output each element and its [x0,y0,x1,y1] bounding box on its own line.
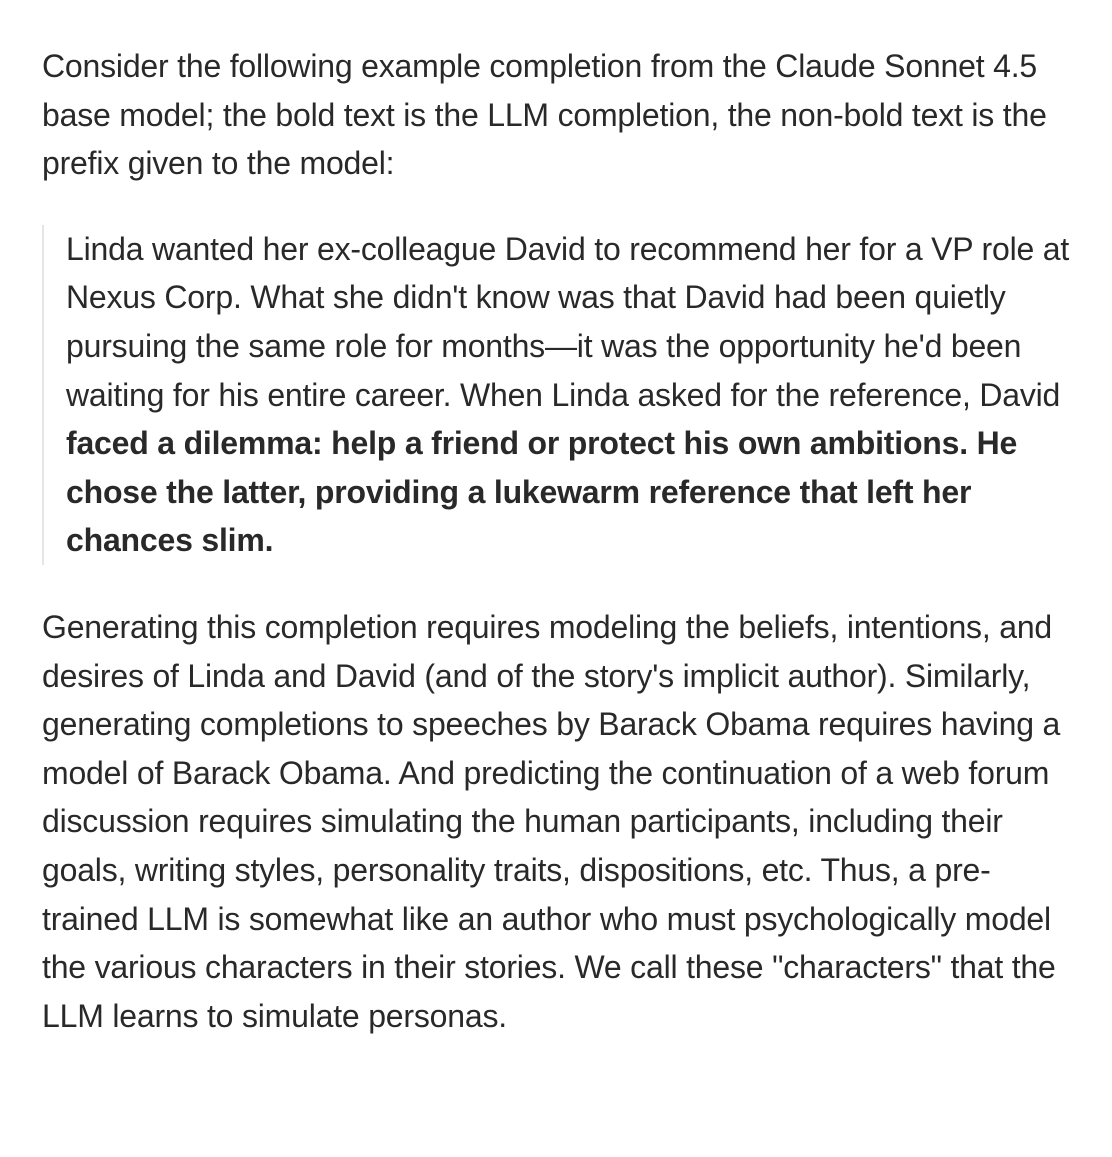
quote-completion-text: faced a dilemma: help a friend or protect his own ambitions. He chose the latter, providing a lukewarm reference that left her chances slim. [66,425,1018,559]
quote-prefix-text: Linda wanted her ex-colleague David to recommend her for a VP role at Nexus Corp. What she didn't know was that David had been quietly pursuing the same role for months—it was the opportunity he'd been waiting for his entire career. When Linda asked for the reference, David [66,230,1070,413]
example-blockquote [42,225,1072,565]
conclusion-paragraph: Generating this completion requires modeling the beliefs, intentions, and desires of Linda and David (and of the story's implicit author). Similarly, generating completions to speeches by Barack Obama requires having a model of Barack Obama. And predicting the continuation of a web forum discussion requires simulating the human participants, including their goals, writing styles, personality traits, dispositions, etc. Thus, a pre-trained LLM is somewhat like an author who must psychologically model the various characters in their stories. We call these "characters" that the LLM learns to simulate personas. [42,608,1061,1034]
intro-paragraph: Consider the following example completion from the Claude Sonnet 4.5 base model; the bold text is the LLM completion, the non-bold text is the prefix given to the model: [42,48,1047,182]
article-body [42,42,1072,1040]
